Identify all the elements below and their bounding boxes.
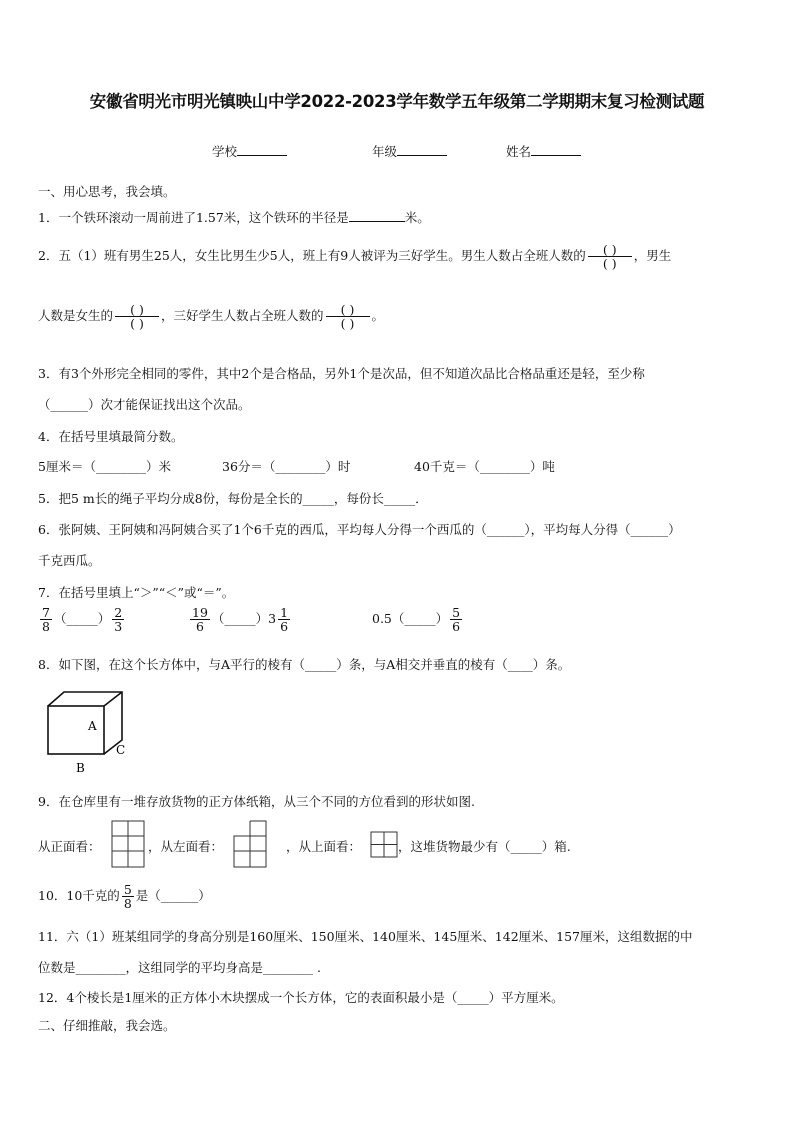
q10-suffix[interactable]: 是（______） xyxy=(135,888,211,904)
q2-part1: 2．五（1）班有男生25人，女生比男生少5人，班上有9人被评为三好学生。男生人数占全班人数的 xyxy=(38,248,586,264)
q4-item-a[interactable]: 5厘米＝（________）米 xyxy=(38,459,171,474)
label-c: C xyxy=(116,743,126,757)
q1-answer-blank[interactable] xyxy=(349,209,405,222)
q9-front-label: 从正面看： xyxy=(38,839,101,854)
q7-2-whole: 3 xyxy=(268,611,277,627)
q7-item-1 xyxy=(38,606,126,633)
q7-3-blank[interactable]: （_____） xyxy=(391,611,449,627)
page-title: 安徽省明光市明光镇映山中学2022-2023学年数学五年级第二学期期末复习检测试题 xyxy=(89,92,705,111)
q7-2-left-fraction: $\frac{19}{6}$ xyxy=(192,605,208,635)
name-field[interactable] xyxy=(506,142,581,160)
school-field[interactable] xyxy=(212,142,287,160)
q7-item-3 xyxy=(372,606,464,633)
q2-fraction-3[interactable]: $\frac{( )}{( )}$ xyxy=(326,303,370,330)
q4-item-b[interactable]: 36分＝（________）时 xyxy=(222,459,351,474)
question-12[interactable]: 12．4个棱长是1厘米的正方体小木块摆成一个长方体，它的表面积最小是（_____）平方厘米。 xyxy=(38,990,564,1005)
cuboid-top-right-edge xyxy=(104,692,122,706)
question-1 xyxy=(38,208,430,226)
school-label: 学校 xyxy=(212,144,238,159)
q7-3-left-value: 0.5 xyxy=(372,611,392,627)
q2-fraction-2[interactable]: $\frac{( )}{( )}$ xyxy=(115,303,159,330)
question-9-heading: 9．在仓库里有一堆存放货物的正方体纸箱，从三个不同的方位看到的形状如图. xyxy=(38,794,475,809)
question-11-line1: 11．六（1）班某组同学的身高分别是160厘米、150厘米、140厘米、145厘米、142厘米、157厘米，这组数据的中 xyxy=(38,929,693,944)
q9-tail[interactable]: ，这堆货物最少有（_____）箱. xyxy=(398,839,571,854)
q1-suffix: 米。 xyxy=(404,210,430,225)
question-5[interactable]: 5．把5 m长的绳子平均分成8份，每份是全长的_____，每份长_____． xyxy=(38,491,428,506)
question-6-line2: 千克西瓜。 xyxy=(38,553,101,568)
question-6-line1[interactable]: 6．张阿姨、王阿姨和冯阿姨合买了1个6千克的西瓜，平均每人分得一个西瓜的（______），平均每人分得（______） xyxy=(38,522,681,537)
question-7-heading: 7．在括号里填上“＞”“＜”或“＝”。 xyxy=(38,585,235,600)
q7-2-right-fraction: $\frac{1}{6}$ xyxy=(280,605,289,635)
q2-part5: 。 xyxy=(371,308,385,324)
label-b: B xyxy=(76,761,85,775)
q7-1-left-fraction: $\frac{7}{8}$ xyxy=(42,605,50,635)
q2-part3: 人数是女生的 xyxy=(38,308,114,324)
q2-fraction-1[interactable]: $\frac{( )}{( )}$ xyxy=(588,243,632,270)
q7-1-blank[interactable]: （_____） xyxy=(53,611,111,627)
question-8[interactable]: 8．如下图，在这个长方体中，与A平行的棱有（_____）条，与A相交并垂直的棱有（____）条。 xyxy=(38,657,571,672)
q2-part2: ，男生 xyxy=(633,248,672,264)
name-label: 姓名 xyxy=(506,144,532,159)
q7-1-right-fraction: $\frac{2}{3}$ xyxy=(114,605,123,635)
q7-2-blank[interactable]: （_____） xyxy=(211,611,269,627)
grade-field[interactable] xyxy=(372,142,447,160)
question-4-heading: 4．在括号里填最简分数。 xyxy=(38,429,184,444)
q10-fraction: $\frac{5}{8}$ xyxy=(123,882,132,912)
section-2-heading: 二、仔细推敲，我会选。 xyxy=(38,1018,176,1033)
q7-item-2 xyxy=(188,606,292,633)
question-2-line1 xyxy=(38,243,671,270)
q4-item-c[interactable]: 40千克＝（________）吨 xyxy=(414,459,555,474)
question-10 xyxy=(38,883,211,910)
q2-part4: ，三好学生人数占全班人数的 xyxy=(161,308,324,324)
label-a: A xyxy=(88,719,97,733)
question-3-line2[interactable]: （______）次才能保证找出这个次品。 xyxy=(38,397,251,412)
q1-text: 1．一个铁环滚动一周前进了1.57米，这个铁环的半径是 xyxy=(38,210,349,225)
grade-label: 年级 xyxy=(372,144,398,159)
cuboid-figure xyxy=(44,688,134,776)
left-view-shape xyxy=(233,820,269,870)
front-view-shape xyxy=(111,820,147,870)
question-11-line2[interactable]: 位数是________，这组同学的平均身高是________ . xyxy=(38,960,321,975)
section-1-heading: 一、用心思考，我会填。 xyxy=(38,184,176,199)
question-2-line2 xyxy=(38,303,384,330)
question-3-line1: 3．有3个外形完全相同的零件，其中2个是合格品，另外1个是次品，但不知道次品比合格品重还是轻，至少称 xyxy=(38,366,645,381)
q9-left-label: ，从左面看： xyxy=(148,839,224,854)
q9-top-label: ，从上面看： xyxy=(286,839,362,854)
q7-3-right-fraction: $\frac{5}{6}$ xyxy=(452,605,461,635)
top-view-shape xyxy=(370,831,400,859)
q10-prefix: 10．10千克的 xyxy=(38,888,120,904)
